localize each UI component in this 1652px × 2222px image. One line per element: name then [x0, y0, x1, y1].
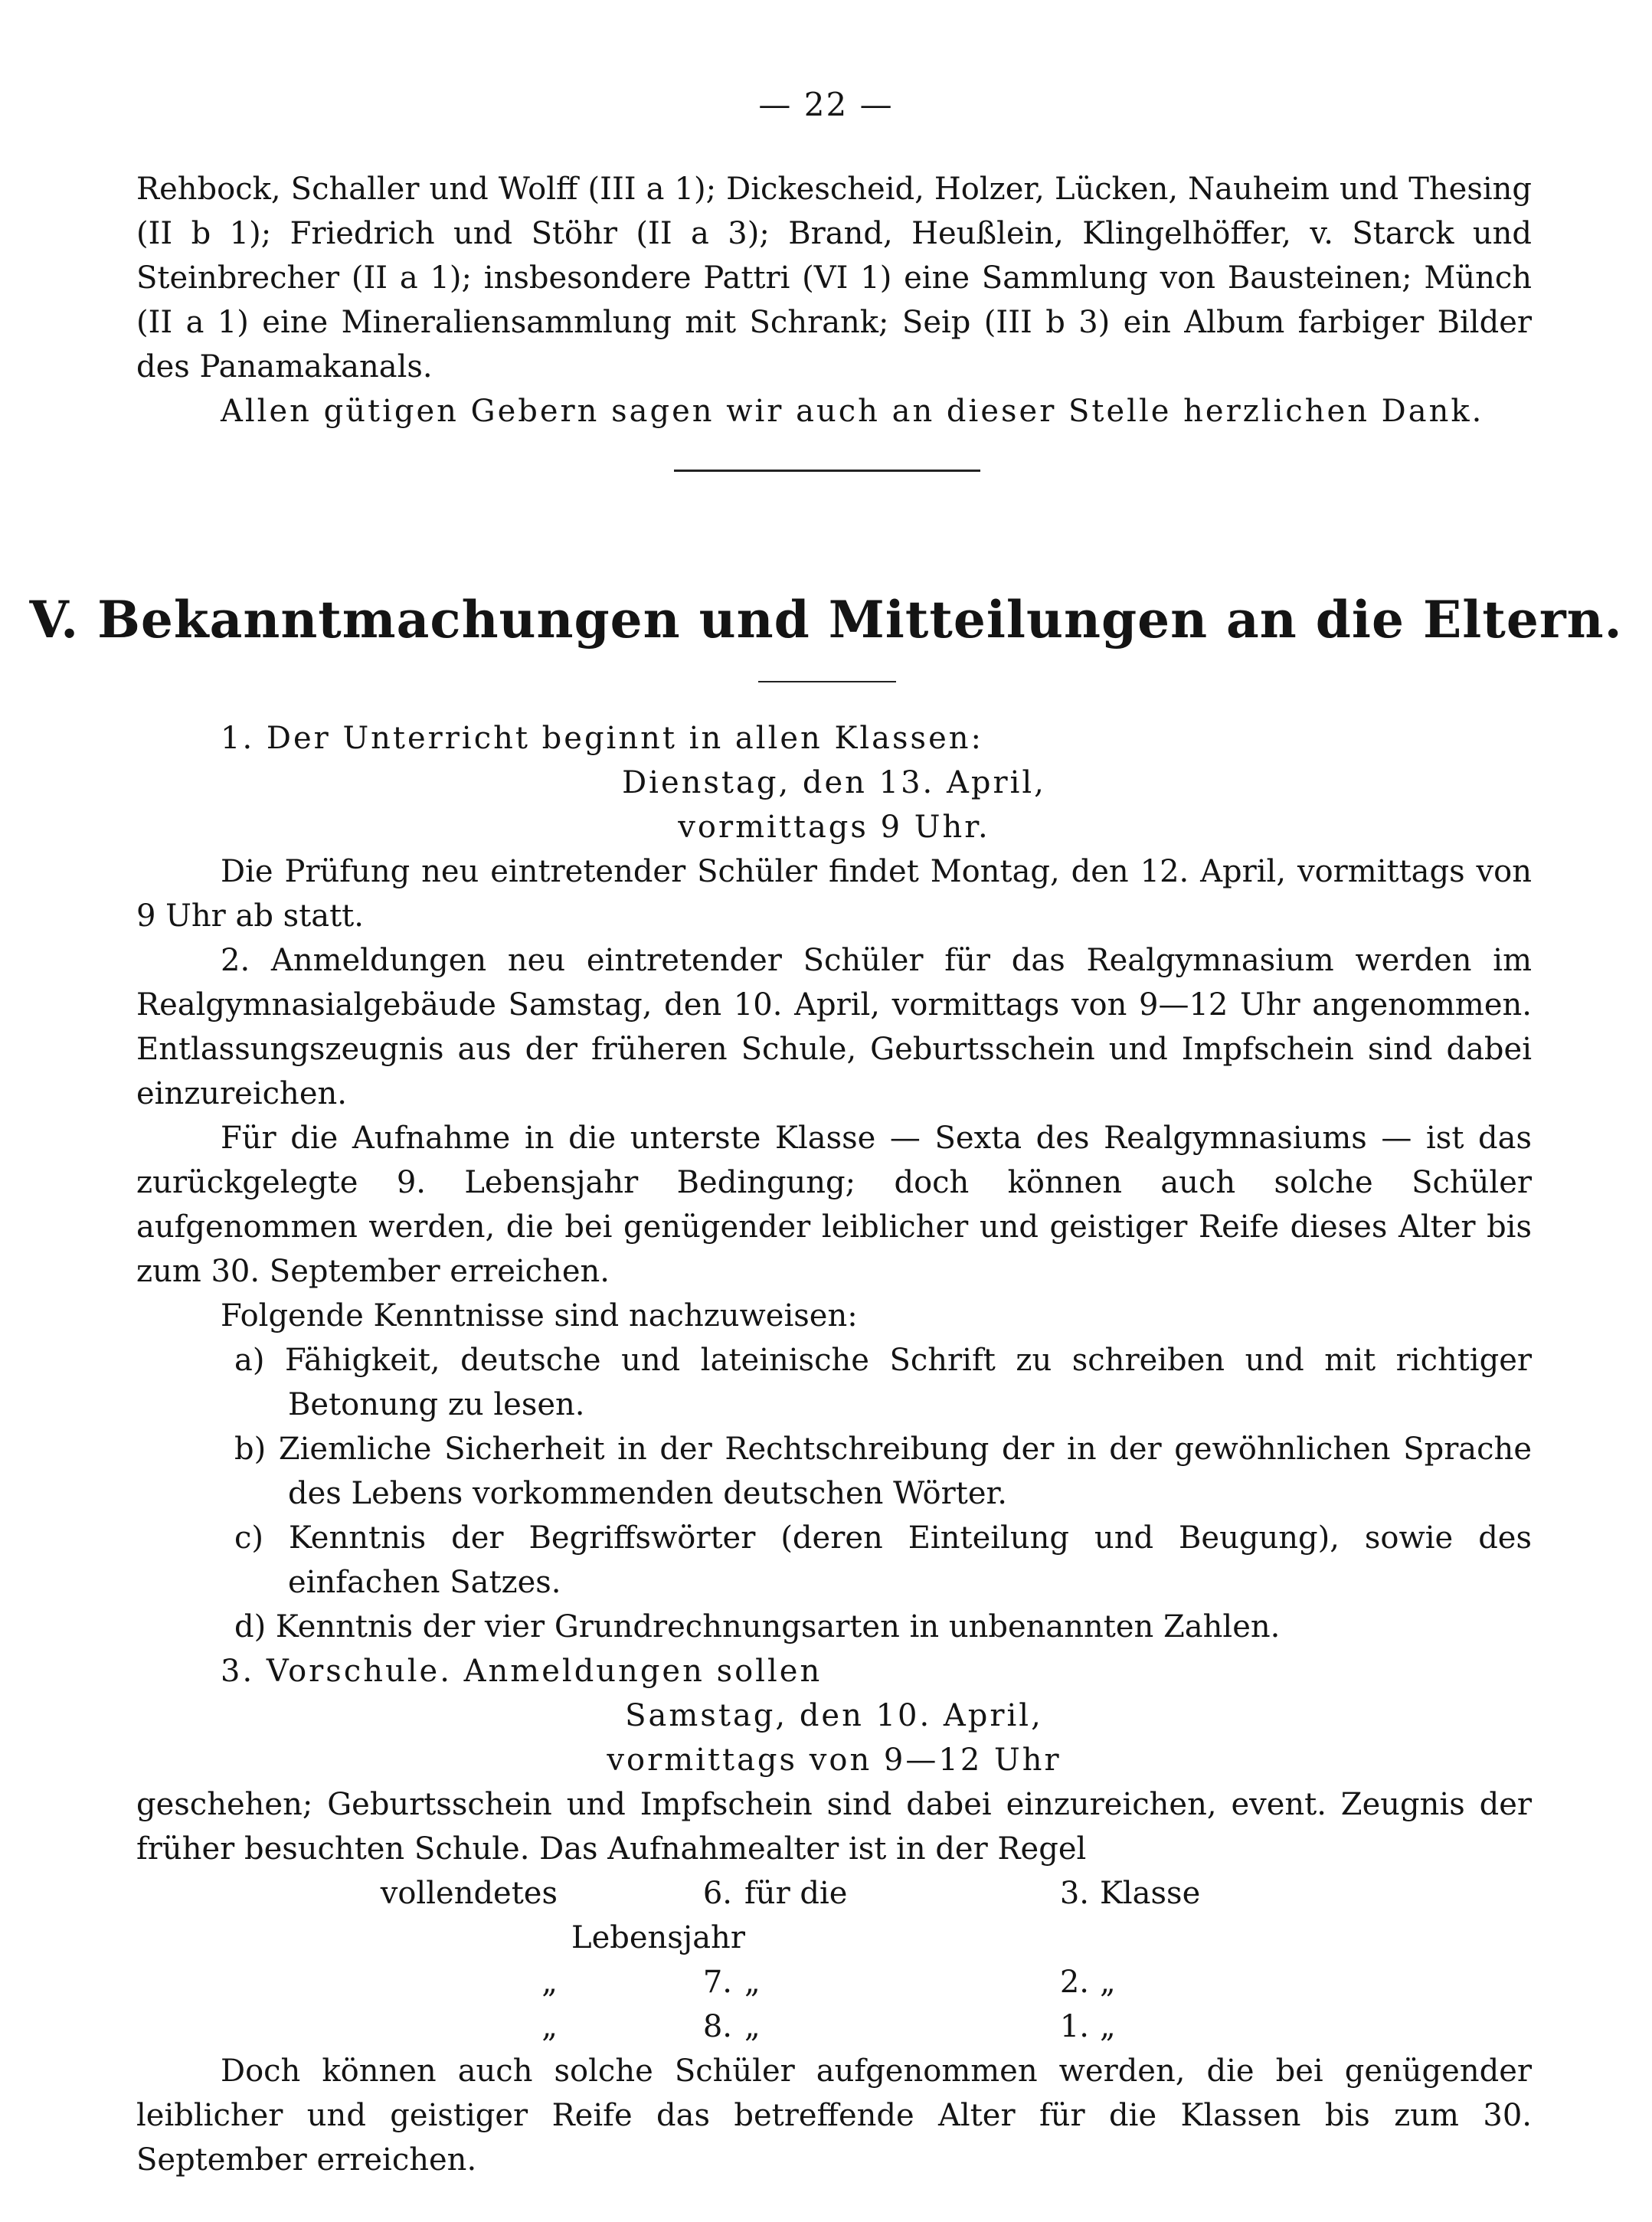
body-block [136, 716, 1532, 2182]
intro-block [136, 167, 1532, 434]
preschool-time: vormittags von 9—12 Uhr [607, 1743, 1062, 1778]
age-cell: „ [1100, 1965, 1116, 2000]
exam-notice: Die Prüfung neu eintretender Schüler findet Montag, den 12. April, vormittags von 9 Uhr ab statt. [136, 854, 1532, 934]
age-cell: für die [744, 1876, 848, 1911]
age-cell: vollendetes [380, 1876, 558, 1911]
age-cell: 1. [1059, 2009, 1089, 2044]
age-table-row [136, 2004, 1532, 2049]
age-table-row [136, 1871, 1532, 1960]
separator-rule [674, 470, 980, 472]
age-cell: 6. Lebensjahr [571, 1876, 745, 1955]
section-heading: V. Bekanntmachungen und Mitteilungen an die Eltern. [29, 590, 1623, 650]
lesson-start-time: vormittags 9 Uhr. [678, 810, 990, 845]
age-cell: „ [744, 2009, 761, 2044]
age-table-row [136, 1960, 1532, 2004]
preschool-line: 3. Vorschule. Anmeldungen sollen [221, 1654, 823, 1689]
lesson-start-line: 1. Der Unterricht beginnt in allen Klassen: [221, 721, 983, 756]
age-table [136, 1871, 1532, 2049]
preschool-date: Samstag, den 10. April, [625, 1698, 1043, 1733]
age-cell: Klasse [1100, 1876, 1201, 1911]
requirements-intro: Folgende Kenntnisse sind nachzuweisen: [221, 1298, 858, 1334]
heading-underline [758, 681, 896, 682]
page-number: — 22 — [758, 86, 894, 123]
admission-paragraph: Für die Aufnahme in die unterste Klasse — Sexta des Realgymnasiums — ist das zurückgelegte 9. Lebensjahr Bedingung; doch können auch solche Schüler aufgenommen werden, die bei genügender leiblicher und geistiger Reife dieses Alter bis zum 30. September erreichen. [136, 1121, 1532, 1289]
age-cell: 7. [702, 1965, 732, 2000]
requirement-item: d) Kenntnis der vier Grundrechnungsarten in unbenannten Zahlen. [234, 1609, 1281, 1644]
requirement-item: a) Fähigkeit, deutsche und lateinische Schrift zu schreiben und mit richtiger Betonung zu lesen. [234, 1343, 1532, 1422]
lesson-start-date: Dienstag, den 13. April, [622, 765, 1046, 800]
preschool-paragraph: geschehen; Geburtsschein und Impfschein sind dabei einzureichen, event. Zeugnis der früher besuchten Schule. Das Aufnahmealter ist in der Regel [136, 1787, 1532, 1867]
age-cell: 3. [1059, 1876, 1089, 1911]
age-cell: „ [1100, 2009, 1116, 2044]
preschool-closing: Doch können auch solche Schüler aufgenommen werden, die bei genügender leiblicher und geistiger Reife das betreffende Alter für die Klassen bis zum 30. September erreichen. [136, 2053, 1532, 2178]
thanks-line: Allen gütigen Gebern sagen wir auch an dieser Stelle herzlichen Dank. [221, 394, 1484, 429]
age-cell: 8. [702, 2009, 732, 2044]
registration-paragraph: 2. Anmeldungen neu eintretender Schüler für das Realgymnasium werden im Realgymnasialgebäude Samstag, den 10. April, vormittags von 9—12 Uhr angenommen. Entlassungszeugnis aus der früheren Schule, Geburtsschein und Impfschein sind dabei einzureichen. [136, 943, 1532, 1111]
age-cell: 2. [1059, 1965, 1089, 2000]
requirement-item: c) Kenntnis der Begriffswörter (deren Einteilung und Beugung), sowie des einfachen Satzes. [234, 1520, 1532, 1600]
age-cell: „ [744, 1965, 761, 2000]
requirement-item: b) Ziemliche Sicherheit in der Rechtschreibung der in der gewöhnlichen Sprache des Lebens vorkommenden deutschen Wörter. [234, 1432, 1532, 1511]
age-cell: „ [541, 2009, 558, 2044]
age-cell: „ [541, 1965, 558, 2000]
donor-list: Rehbock, Schaller und Wolff (III a 1); Dickescheid, Holzer, Lücken, Nauheim und Thesing (II b 1); Friedrich und Stöhr (II a 3); Brand, Heußlein, Klingelhöffer, v. Starck und Steinbrecher (II a 1); insbesondere Pattri (VI 1) eine Sammlung von Bausteinen; Münch (II a 1) eine Mineraliensammlung mit Schrank; Seip (III b 3) ein Album farbiger Bilder des Panamakanals. [136, 172, 1532, 385]
